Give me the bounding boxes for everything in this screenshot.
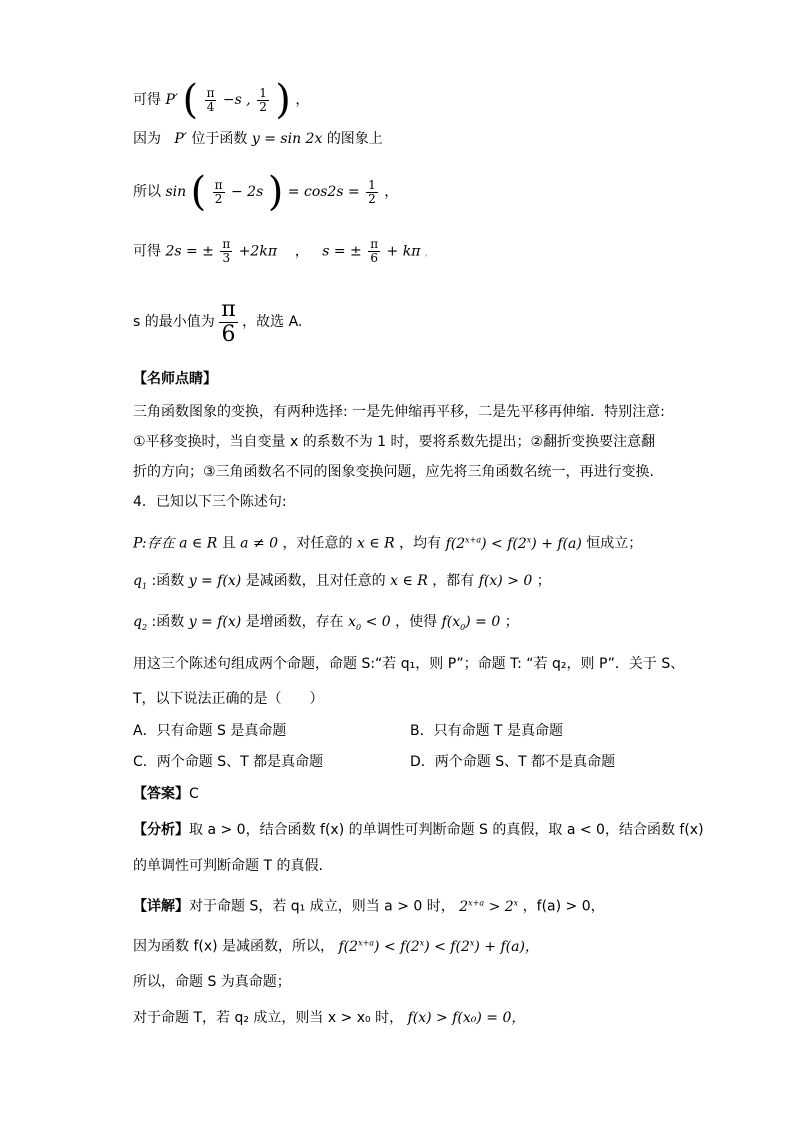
math: f(x) > 0: [478, 573, 533, 589]
math: $2^{x+a} > 2^x$: [459, 898, 519, 915]
math: −s ,: [222, 92, 251, 108]
text: ，f(a) > 0，: [522, 898, 605, 915]
text: 对于命题 S，若 q₁ 成立，则当 a > 0 时，: [189, 898, 455, 915]
math: P′: [174, 131, 187, 147]
math: x ∈ R: [390, 573, 428, 589]
option-d: D．两个命题 S、T 都不是真命题: [410, 754, 616, 770]
line-solve: [133, 238, 427, 265]
math: f(x) > f(x₀) = 0，: [407, 1010, 526, 1026]
fraction: $\frac{\pi}{6}$: [370, 237, 379, 265]
text: :函数: [151, 614, 185, 630]
answer-value: C: [189, 786, 199, 802]
math: 2s = ±: [165, 243, 214, 260]
text: 对于命题 T，若 q₂ 成立，则当 x > x₀ 时，: [133, 1010, 404, 1026]
math: $f(2^{x+a}) < f(2^x) + f(a)$: [445, 535, 582, 552]
line-derive-p: [133, 78, 309, 122]
fraction: $\frac{\pi}{2}$: [214, 177, 223, 206]
math: P′: [165, 92, 179, 108]
fraction: $\frac{1}{2}$: [368, 177, 376, 206]
math: sin: [165, 184, 187, 200]
option-c: C．两个命题 S、T 都是真命题: [133, 754, 324, 770]
text: ；: [536, 573, 551, 589]
paren-close: ): [275, 77, 291, 123]
analysis-tag: 【分析】: [133, 822, 189, 838]
line-therefore: [133, 170, 398, 214]
text: 的图象上: [326, 131, 383, 147]
text: 所以: [133, 184, 161, 200]
fraction: $\frac{\pi}{3}$: [222, 237, 231, 265]
analysis-line-1: [133, 820, 704, 840]
tip-line-1: 三角函数图象的变换，有两种选择: 一是先伸缩再平移，二是先平移再伸缩．特别注意:: [133, 404, 665, 420]
fraction-pi-over-6: $\frac{\pi}{6}$: [221, 296, 236, 347]
detail-line-2: [133, 933, 539, 957]
math: $x_0 < 0$: [348, 614, 391, 632]
fraction: $\frac{\pi}{4}$: [206, 85, 215, 114]
text: P:存在: [133, 535, 175, 552]
statement-q2: [133, 612, 519, 638]
math: y = f(x): [188, 614, 242, 630]
text: 因为: [133, 131, 161, 147]
text: ；: [504, 614, 519, 630]
question-title: 4．已知以下三个陈述句:: [133, 494, 287, 510]
math: +2kπ: [238, 243, 278, 260]
detail-tag: 【详解】: [133, 898, 189, 915]
text: 且: [221, 535, 236, 552]
option-a: A．只有命题 S 是真命题: [133, 723, 287, 739]
text: 是减函数，且对任意的: [245, 573, 386, 589]
math: $f(x_0) = 0$: [441, 614, 501, 632]
text: s 的最小值为: [133, 314, 215, 330]
text: ，对任意的: [282, 535, 353, 552]
math: y = f(x): [188, 573, 242, 589]
statement-propositions-2: T，以下说法正确的是（ ）: [133, 691, 324, 707]
math: $q_1$: [133, 573, 148, 591]
statement-q1: [133, 571, 551, 597]
text: 因为函数 f(x) 是减函数，所以，: [133, 938, 335, 955]
math: x ∈ R: [356, 535, 395, 552]
detail-line-4: [133, 1008, 525, 1028]
answer-line: [133, 784, 199, 804]
line-min-value: [133, 292, 302, 352]
fraction: $\frac{1}{2}$: [259, 85, 267, 114]
paren-close: ): [267, 169, 284, 215]
detail-line-3: 所以，命题 S 为真命题；: [133, 974, 291, 990]
text: 取 a > 0，结合函数 f(x) 的单调性可判断命题 S 的真假，取 a < 0，结合函数 f(x): [189, 822, 704, 838]
text: 可得: [133, 92, 161, 108]
text: ，使得: [395, 614, 438, 630]
paren-open: (: [182, 77, 199, 123]
text: ，均有: [399, 535, 442, 552]
answer-tag: 【答案】: [133, 786, 189, 802]
tip-line-3: 折的方向；③三角函数名不同的图象变换问题，应先将三角函数名统一，再进行变换.: [133, 464, 654, 480]
text: ,: [424, 248, 428, 258]
math: s = ±: [322, 243, 362, 260]
math: a ≠ 0: [240, 535, 279, 552]
tip-line-2: ①平移变换时，当自变量 x 的系数不为 1 时，要将系数先提出；②翻折变换要注意翻: [133, 434, 656, 450]
text: ，: [384, 184, 399, 200]
text: :函数: [151, 573, 185, 589]
text: ，都有: [432, 573, 475, 589]
option-b: B．只有命题 T 是真命题: [410, 723, 564, 739]
text: 位于函数: [191, 131, 248, 147]
statement-propositions-1: 用这三个陈述句组成两个命题，命题 S:“若 q₁，则 P”；命题 T: “若 q₂，则 P”．关于 S、: [133, 656, 685, 672]
math: a ∈ R: [179, 535, 218, 552]
text: 恒成立；: [586, 535, 643, 552]
math: y = sin 2x: [251, 131, 323, 147]
analysis-line-2: 的单调性可判断命题 T 的真假.: [133, 858, 323, 874]
text: ，: [295, 92, 310, 108]
paren-open: (: [190, 169, 207, 215]
detail-line-1: [133, 893, 605, 917]
line-because: [133, 129, 383, 149]
text: ，: [294, 243, 309, 260]
math: + kπ: [386, 243, 421, 260]
text: 是增函数，存在: [245, 614, 344, 630]
section-tip-heading: 【名师点睛】: [133, 371, 217, 387]
math: $q_2$: [133, 614, 148, 632]
text: ，故选 A.: [242, 314, 303, 330]
text: 可得: [133, 243, 161, 260]
statement-p: [133, 530, 642, 554]
math: − 2s: [231, 184, 264, 200]
math: = cos2s =: [287, 184, 360, 200]
math: $f(2^{x+a}) < f(2^x) < f(2^x) + f(a)$，: [338, 938, 539, 955]
